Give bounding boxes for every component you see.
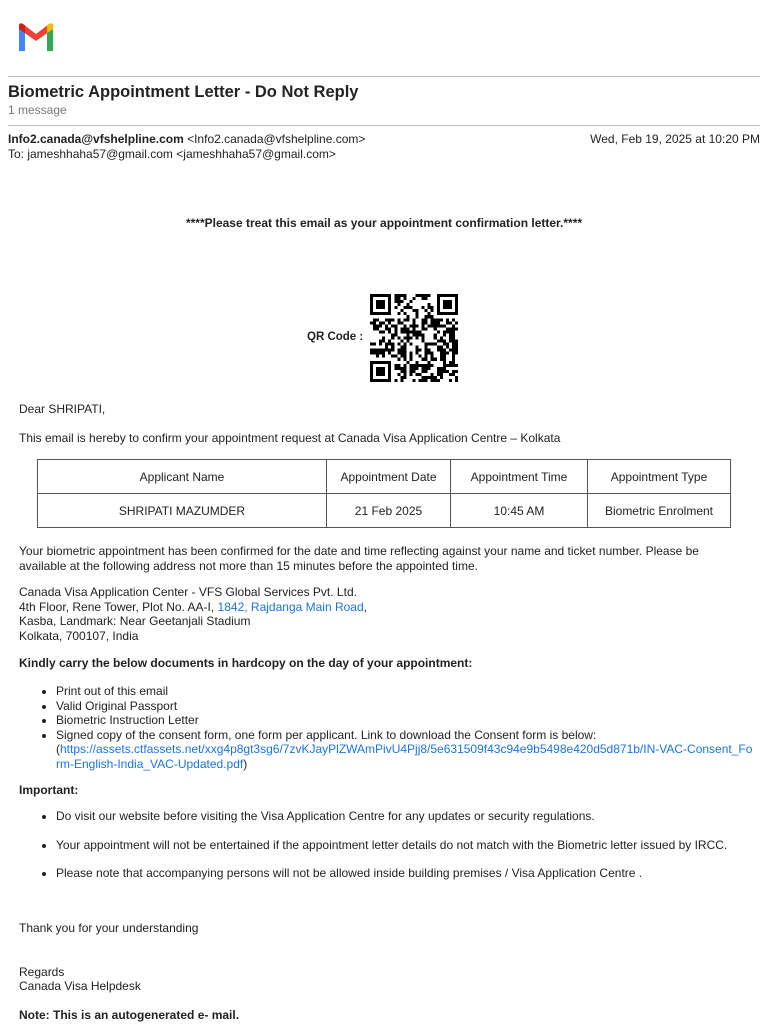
consent-form-link[interactable]: https://assets.ctfassets.net/xxg4p8gt3sg6/7zvKJayPlZWAmPivU4Pjj8/5e631509f43c94e9b5498e420d5d871b/IN-VAC-Consent_Form-English-India_VAC-Updated.pdf — [56, 742, 753, 771]
greeting: Dear SHRIPATI, — [19, 402, 106, 416]
email-subject: Biometric Appointment Letter - Do Not Reply — [8, 83, 359, 101]
vac-address — [19, 585, 367, 643]
gmail-logo-icon[interactable] — [16, 22, 56, 52]
list-item: • Please note that accompanying persons will not be allowed inside building premises / Visa Application Centre . — [56, 866, 768, 881]
documents-list — [19, 684, 756, 771]
documents-heading: Kindly carry the below documents in hardcopy on the day of your appointment: — [19, 656, 473, 670]
confirmation-line: available at the following address not more than 15 minutes before the appointed time. — [19, 558, 478, 573]
important-list — [19, 809, 768, 895]
address-map-link[interactable]: 1842, Rajdanga Main Road — [217, 599, 364, 614]
sender-email: <Info2.canada@vfshelpline.com> — [187, 132, 366, 146]
list-item: • Your appointment will not be entertained if the appointment letter details do not match with the Biometric letter issued by IRCC. — [56, 838, 768, 853]
appointment-table — [37, 459, 731, 528]
signature: Canada Visa Helpdesk — [19, 979, 141, 993]
table-header: Appointment Type — [588, 460, 731, 494]
list-item: • Biometric Instruction Letter — [56, 713, 756, 728]
sender-name: Info2.canada@vfshelpline.com — [8, 132, 184, 146]
important-heading: Important: — [19, 783, 79, 797]
thanks-text: Thank you for your understanding — [19, 921, 199, 935]
address-line: Kasba, Landmark: Near Geetanjali Stadium — [19, 614, 251, 628]
table-header: Appointment Date — [327, 460, 451, 494]
qr-label: QR Code : — [307, 331, 364, 343]
autogenerated-note: Note: This is an autogenerated e- mail. — [19, 1008, 240, 1022]
regards-text: Regards — [19, 965, 65, 979]
address-line — [19, 600, 367, 615]
table-cell: Biometric Enrolment — [588, 494, 731, 528]
confirmation-text — [19, 544, 699, 573]
subject-divider — [8, 125, 760, 126]
list-item: • Print out of this email — [56, 684, 756, 699]
consent-text: Signed copy of the consent form, one form per applicant. Link to download the Consent form is below: — [56, 727, 597, 742]
table-cell: 21 Feb 2025 — [327, 494, 451, 528]
address-line: Kolkata, 700107, India — [19, 628, 139, 643]
qr-code-icon — [370, 294, 458, 382]
table-row — [38, 494, 731, 528]
consent-paren: ( — [56, 742, 60, 756]
table-header: Appointment Time — [451, 460, 588, 494]
confirmation-line: Your biometric appointment has been confirmed for the date and time reflecting against your name and ticket number. Please be — [19, 544, 699, 558]
list-item: • Do visit our website before visiting the Visa Application Centre for any updates or security regulations. — [56, 809, 768, 824]
table-header: Applicant Name — [38, 460, 327, 494]
address-text: , — [363, 599, 367, 614]
list-item — [56, 728, 756, 772]
confirmation-notice: ****Please treat this email as your appointment confirmation letter.**** — [185, 216, 583, 230]
sender — [8, 132, 365, 146]
table-cell: 10:45 AM — [451, 494, 588, 528]
email-date: Wed, Feb 19, 2025 at 10:20 PM — [590, 132, 760, 146]
table-cell: SHRIPATI MAZUMDER — [38, 494, 327, 528]
intro-text: This email is hereby to confirm your appointment request at Canada Visa Application Centre – Kolkata — [19, 431, 561, 445]
consent-paren: ) — [243, 756, 248, 771]
header-divider — [8, 76, 760, 77]
address-text: 4th Floor, Rene Tower, Plot No. AA-I, — [19, 599, 218, 614]
recipient: To: jameshhaha57@gmail.com <jameshhaha57@gmail.com> — [8, 147, 336, 161]
table-header-row — [38, 460, 731, 494]
address-line: Canada Visa Application Center - VFS Global Services Pvt. Ltd. — [19, 585, 357, 599]
message-count: 1 message — [8, 103, 67, 117]
list-item: • Valid Original Passport — [56, 699, 756, 714]
